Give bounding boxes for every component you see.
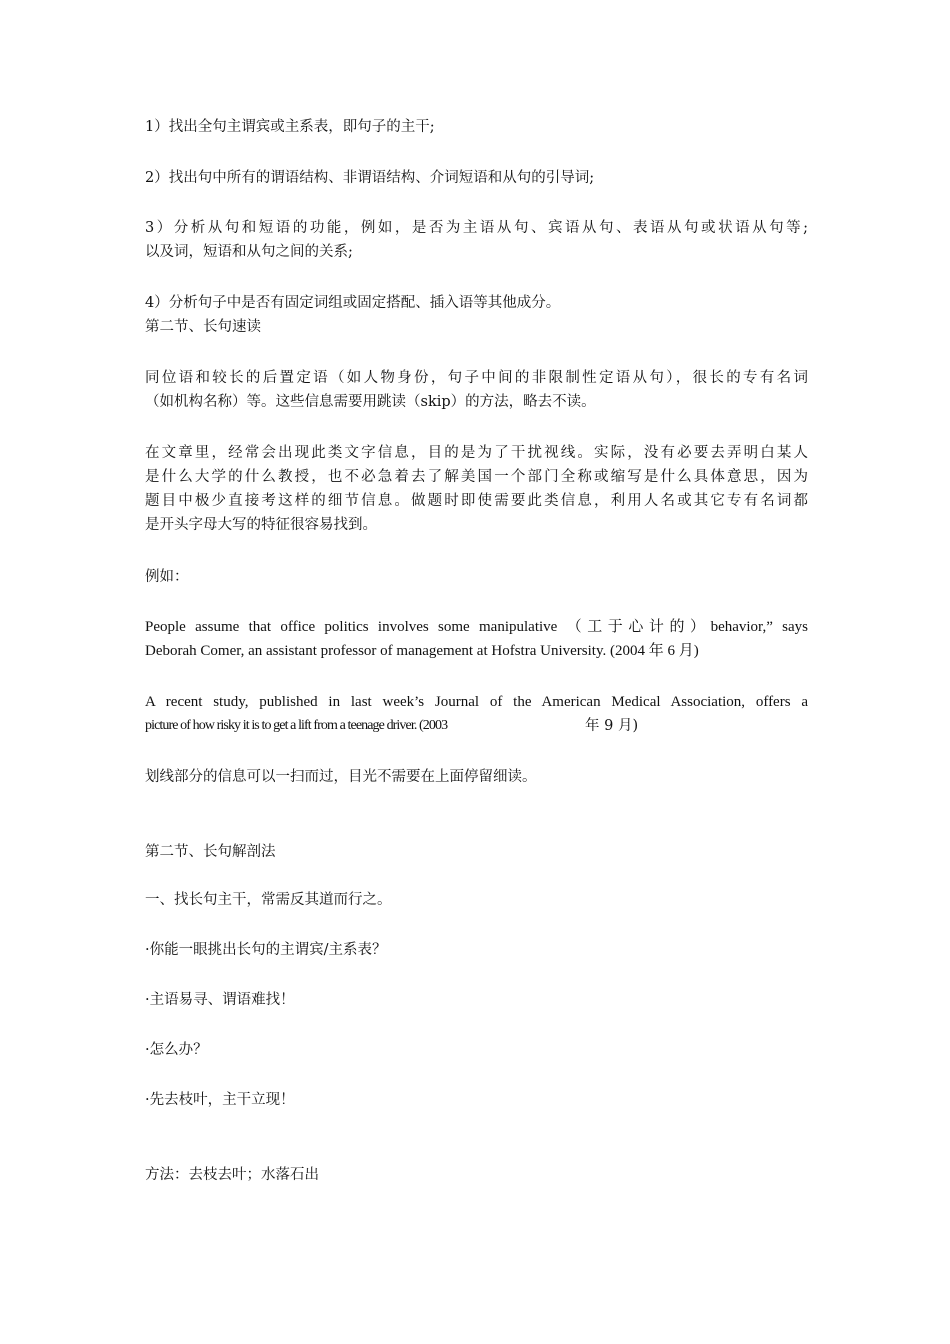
step-2: 2）找出句中所有的谓语结构、非谓语结构、介词短语和从句的引导词; (145, 170, 595, 186)
example1-line1: People assume that office politics involves some manipulative （工于心计的）behavior,” says (145, 619, 808, 635)
example1-line2: Deborah Comer, an assistant professor of management at Hofstra University. (2004 年 6 月) (145, 643, 699, 659)
example2-line2: picture of how risky it is to get a lift from a teenage driver. (2003 (145, 718, 448, 733)
step-1: 1）找出全句主谓宾或主系表，即句子的主干; (145, 119, 435, 135)
speed-para1-line1: 同位语和较长的后置定语（如人物身份，句子中间的非限制性定语从句），很长的专有名词 (145, 370, 808, 386)
example-label: 例如： (145, 569, 189, 585)
dissect-bullet-3: ·怎么办？ (145, 1042, 208, 1058)
dissect-method: 方法：去枝去叶；水落石出 (145, 1167, 319, 1183)
dissect-bullet-2: ·主语易寻、谓语难找！ (145, 992, 295, 1008)
dissect-bullet-4: ·先去枝叶，主干立现！ (145, 1092, 295, 1108)
dissect-point-1: 一、找长句主干，常需反其道而行之。 (145, 892, 392, 908)
example2-line1: A recent study, published in last week’s Journal of the American Medical Association, offers a (145, 694, 808, 710)
speed-note: 划线部分的信息可以一扫而过，目光不需要在上面停留细读。 (145, 769, 537, 785)
speed-para1-line2: （如机构名称）等。这些信息需要用跳读（skip）的方法，略去不读。 (145, 394, 596, 410)
step-4: 4）分析句子中是否有固定词组或固定搭配、插入语等其他成分。 (145, 295, 561, 311)
dissect-bullet-1: ·你能一眼挑出长句的主谓宾/主系表？ (145, 942, 387, 958)
speed-para2-line1: 在文章里，经常会出现此类文字信息，目的是为了干扰视线。实际，没有必要去弄明白某人 (145, 445, 808, 461)
step-3: 3）分析从句和短语的功能，例如，是否为主语从句、宾语从句、表语从句或状语从句等; (145, 220, 808, 236)
speed-para2-line2: 是什么大学的什么教授，也不必急着去了解美国一个部门全称或缩写是什么具体意思，因为 (145, 469, 808, 485)
speed-para2-line3: 题目中极少直接考这样的细节信息。做题时即使需要此类信息，利用人名或其它专有名词都 (145, 493, 808, 509)
example2-date: 年 9 月) (585, 718, 639, 734)
speed-para2-line4: 是开头字母大写的特征很容易找到。 (145, 517, 377, 533)
section-speed-heading: 第二节、长句速读 (145, 319, 261, 335)
step-3-continued: 以及词，短语和从句之间的关系; (145, 244, 353, 260)
section-dissect-heading: 第二节、长句解剖法 (145, 844, 276, 860)
